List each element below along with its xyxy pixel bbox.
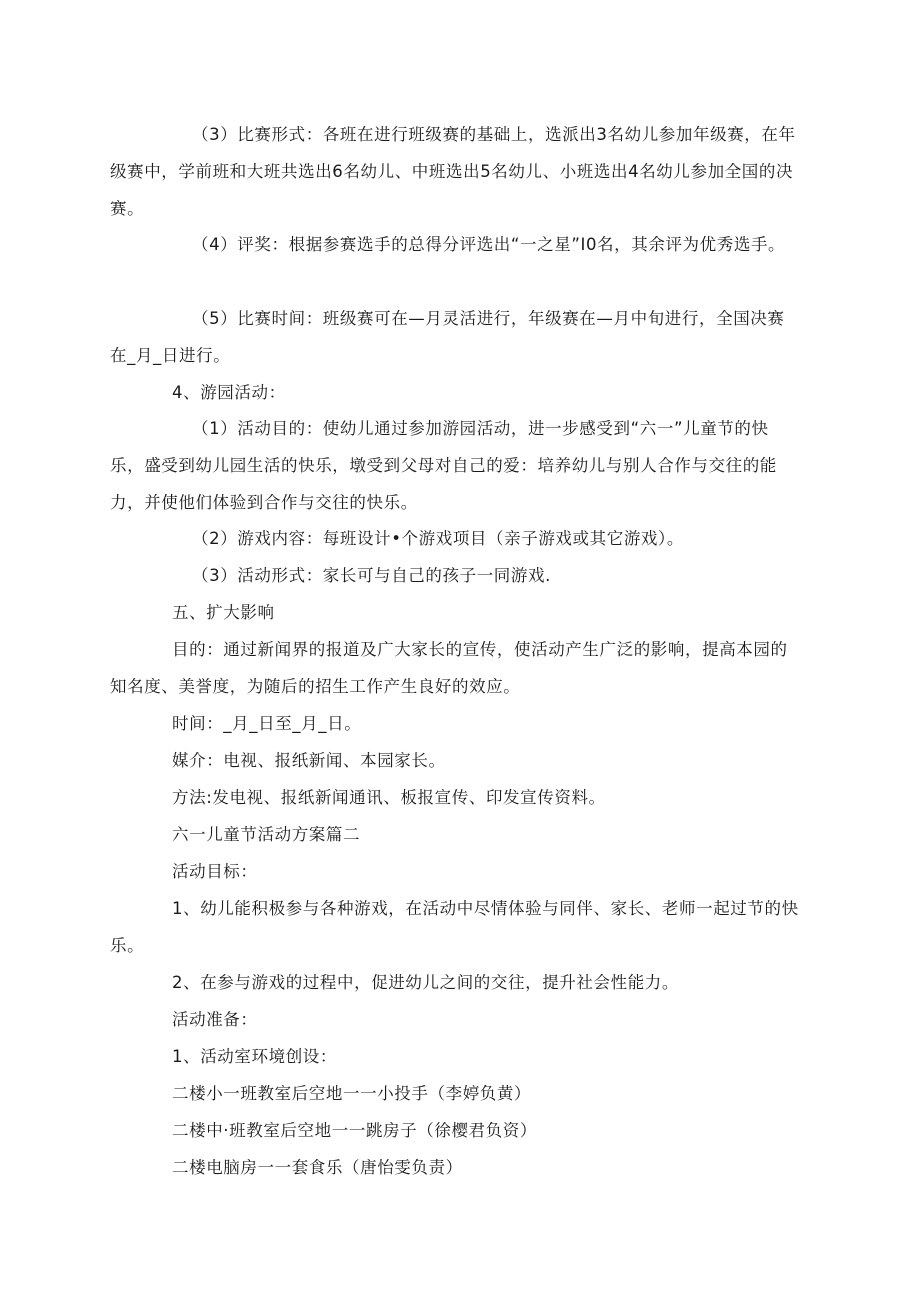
paragraph-competition-time: （5）比赛时间：班级赛可在—月灵活进行，年级赛在—月中旬进行，全国决赛在_月_日进行。 [110, 309, 785, 365]
line-time: 时间：_月_日至_月_日。 [172, 714, 362, 733]
paragraph-activity-purpose: （1）活动目的：使幼儿通过参加游园活动，进一步感受到“六一”儿童节的快乐，盛受到幼儿园生活的快乐，墩受到父母对自己的爱：培养幼儿与别人合作与交往的能力，并使他们体验到合作与交往的快乐。 [110, 419, 777, 512]
paragraph-goal-1: 1、幼儿能积极参与各种游戏，在活动中尽情体验与同伴、家长、老师一起过节的快乐。 [110, 899, 799, 955]
heading-activity-preparation: 活动准备： [172, 1010, 258, 1029]
heading-activity-goals: 活动目标： [172, 862, 258, 881]
paragraph-activity-form: （3）活动形式：家长可与自己的孩子一同游戏. [192, 566, 551, 585]
line-method: 方法:发电视、报纸新闻通讯、板报宣传、印发宣传资料。 [172, 788, 606, 807]
section-title-plan-two: 六一儿童节活动方案篇二 [172, 825, 361, 844]
paragraph-goal-2: 2、在参与游戏的过程中，促进幼儿之间的交往，提升社会性能力。 [172, 973, 679, 992]
line-room-2: 二楼中·班教室后空地一一跳房子（徐樱君负资） [172, 1121, 537, 1140]
heading-garden-activity: 4、游园活动： [172, 383, 286, 402]
line-room-3: 二楼电脑房一一套食乐（唐怡雯负责） [172, 1158, 463, 1177]
paragraph-awards: （4）评奖：根据参赛选手的总得分评选出“一之星”I0名，其余评为优秀选手。 [192, 235, 786, 254]
line-preparation-1: 1、活动室环境创设： [172, 1047, 337, 1066]
paragraph-game-content: （2）游戏内容：每班设计•个游戏项目（亲子游戏或其它游戏）。 [192, 529, 684, 548]
heading-expand-influence: 五、扩大影响 [172, 603, 275, 622]
paragraph-competition-format: （3）比赛形式：各班在进行班级赛的基础上，选派出3名幼儿参加年级赛，在年级赛中，学前班和大班共选出6名幼儿、中班选出5名幼儿、小班选出4名幼儿参加全国的决赛。 [110, 125, 796, 218]
paragraph-purpose: 目的：通过新闻界的报道及广大家长的宣传，使活动产生广泛的影响，提高本园的知名度、美誉度，为随后的招生工作产生良好的效应。 [110, 640, 788, 696]
line-media: 媒介：电视、报纸新闻、本园家长。 [172, 751, 446, 770]
line-room-1: 二楼小一班教室后空地一一小投手（李婷负黄） [172, 1084, 532, 1103]
